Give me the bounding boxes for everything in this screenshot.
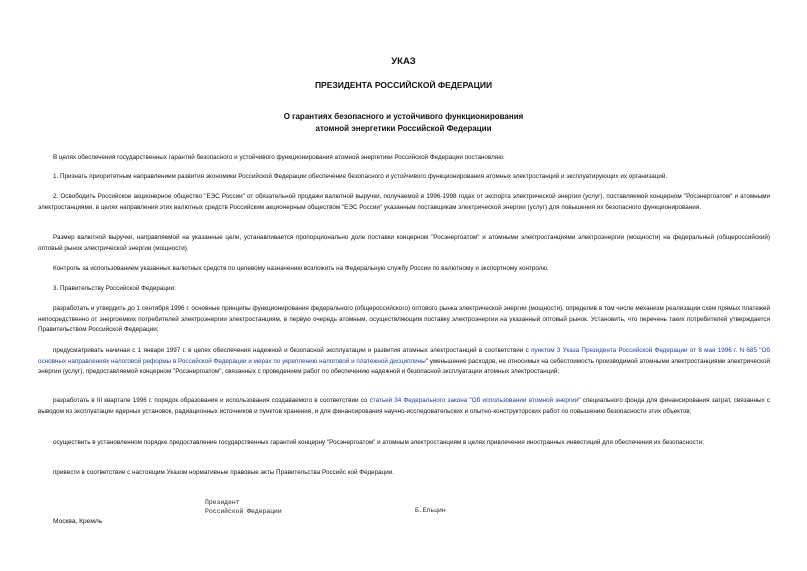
signature-role bbox=[205, 499, 282, 516]
issuer-title: ПРЕЗИДЕНТА РОССИЙСКОЙ ФЕДЕРАЦИИ bbox=[314, 80, 493, 90]
article-34-link[interactable]: статьей 34 Федерального закона bbox=[369, 397, 468, 404]
subtitle-line-1: О гарантиях безопасного и устойчивого функционирования bbox=[283, 112, 524, 121]
document-type-title: УКАЗ bbox=[391, 56, 416, 67]
paragraph-fund bbox=[38, 396, 770, 417]
paragraph-currency-share: Размер валютной выручки, направляемой на указанные цели, устанавливается пропорционально доле поставки концерном "Росэнергоатом" и атомными электростанциями электроэнергии (мощности) на федеральный (общероссийский) оптовый рынок электрической энергии (мощности). bbox=[38, 234, 770, 252]
paragraph-provide-expenses bbox=[38, 346, 770, 378]
paragraph-item-2: 2. Освободить Российское акционерное общество "ЕЭС России" от обязательной продажи валютной выручки, получаемой в 1996-1998 годах от экспорта электрической энергии (услуг), поставляемой концерном "Росэнергоатом" и атомными электростанциями, в целях направления этих валютных средств Российским акционерным обществом "ЕЭС России" указанным поставщикам электрической энергии (услуг) для повышения их безопасного функционирования. bbox=[38, 193, 770, 211]
paragraph-item-1: 1. Признать приоритетным направлением развития экономики Российской Федерации обеспечение безопасного и устойчивого функционирования атомных электростанций и эксплуатирующих их организаций. bbox=[53, 173, 668, 180]
paragraph-preamble: В целях обеспечения государственных гарантий безопасного и устойчивого функционирования атомной энергетики Российской Федерации постановляю: bbox=[53, 154, 505, 161]
place-of-signing: Москва, Кремль bbox=[53, 518, 103, 525]
text-run: разработать в III квартале 1996 г. порядок образования и использования создаваемого в соответствии со bbox=[53, 397, 370, 404]
subtitle-line-2: атомной энергетики Российской Федерации bbox=[315, 124, 492, 133]
paragraph-align-acts: привести в соответствие с настоящим Указом нормативные правовые акты Правительства Российс кой Федерации. bbox=[53, 469, 395, 476]
text-run: " bbox=[467, 397, 472, 404]
signature-role-line-1: Президент bbox=[205, 499, 240, 506]
tax-reform-link[interactable]: Об основных направлениях налоговой реформы в Российской Федерации и мерах по укреплению налоговой и платежной дисциплины bbox=[38, 347, 771, 365]
paragraph-item-3: 3. Правительству Российской Федерации: bbox=[53, 285, 176, 292]
paragraph-control: Контроль за использованием указанных валютных средств по целевому назначению возложить на Федеральную службу России по валютному и экспортному контролю. bbox=[53, 265, 549, 272]
text-run: " уменьшение расходов, не относимых на себестоимость производимой атомными электростанциями электрической энергии (услуг), предоставляемой концерном "Росэнергоатом", связанных с проведением работ по обеспечению надежной и безопасной эксплуатации атомных электростанций; bbox=[38, 357, 770, 376]
signature-name: Б.Ельцин bbox=[415, 507, 446, 514]
text-run: предусматривать начиная с 1 января 1997 г. в целях обеспечения надежной и безопасной эксплуатации и развития атомных электростанций в соответствии с bbox=[53, 347, 532, 354]
atomic-energy-law-link[interactable]: Об использовании атомной энергии bbox=[471, 397, 579, 404]
document-subtitle bbox=[0, 111, 807, 135]
paragraph-develop-market: разработать и утвердить до 1 сентября 1996 г. основные принципы функционирования федерального (общероссийского) оптового рынка электрической энергии (мощности), определив в том числе механизм реализации схем прямых платежей непосредственно от энергоемких потребителей электроэнергии электростанциям, в первую очередь атомным, осуществляющим поставку электроэнергии на указанный оптовый рынок. Установить, что перечень таких потребителей утверждается Правительством Российской Федерации; bbox=[38, 305, 770, 334]
paragraph-guarantees: осуществить в установленном порядке предоставление государственных гарантий концерну "Росэнергоатом" и атомным электростанциям в целях привлечения иностранных инвестиций для обеспечения их безопасности; bbox=[53, 439, 704, 446]
decree-685-link[interactable]: пунктом 3 Указа Президента Российской Федерации от 8 мая 1996 г. N 685 bbox=[531, 347, 757, 354]
text-run: " специального фонда для финансирования затрат, связанных с выводом из эксплуатации ядерных установок, радиационных источников и пунктов хранения, и для финансирования научно-исследовательских и опытно-конструкторских работ по повышению безопасности этих объектов; bbox=[38, 397, 770, 415]
text-run: " bbox=[756, 347, 762, 354]
signature-role-line-2: Российской Федерации bbox=[205, 507, 282, 515]
